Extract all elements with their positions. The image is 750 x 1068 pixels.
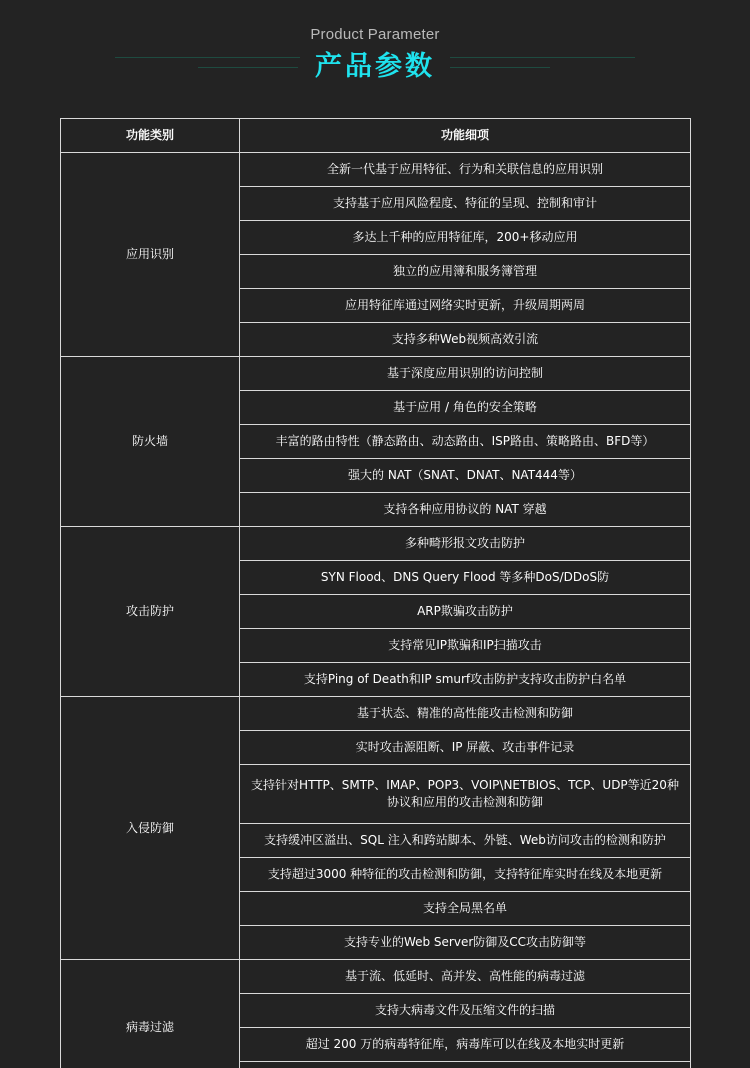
- detail-cell: 应用特征库通过网络实时更新，升级周期两周: [240, 289, 691, 323]
- table-body: [61, 153, 691, 1068]
- detail-cell: 基于状态、精准的高性能攻击检测和防御: [240, 697, 691, 731]
- detail-cell: 全新一代基于应用特征、行为和关联信息的应用识别: [240, 153, 691, 187]
- detail-cell: 强大的 NAT（SNAT、DNAT、NAT444等）: [240, 459, 691, 493]
- detail-cell: 多种畸形报文攻击防护: [240, 527, 691, 561]
- category-cell: 应用识别: [61, 153, 240, 357]
- detail-cell: 支持专业的Web Server防御及CC攻击防御等: [240, 926, 691, 960]
- table-row: [61, 527, 691, 561]
- category-cell: 攻击防护: [61, 527, 240, 697]
- detail-cell: 基于应用 / 角色的安全策略: [240, 391, 691, 425]
- detail-cell: 基于流、低延时、高并发、高性能的病毒过滤: [240, 960, 691, 994]
- detail-cell: 支持基于应用风险程度、特征的呈现、控制和审计: [240, 187, 691, 221]
- detail-cell: 支持超过3000 种特征的攻击检测和防御，支持特征库实时在线及本地更新: [240, 858, 691, 892]
- detail-cell: 独立的应用簿和服务簿管理: [240, 255, 691, 289]
- detail-cell: 超过 200 万的病毒特征库，病毒库可以在线及本地实时更新: [240, 1028, 691, 1062]
- table-header-row: [61, 119, 691, 153]
- detail-cell: 基于深度应用识别的访问控制: [240, 357, 691, 391]
- detail-cell: 支持常见IP欺骗和IP扫描攻击: [240, 629, 691, 663]
- section-header: [0, 0, 750, 110]
- detail-cell: 支持大病毒文件及压缩文件的扫描: [240, 994, 691, 1028]
- parameter-table: [60, 118, 691, 1068]
- detail-cell: 多达上千种的应用特征库，200+移动应用: [240, 221, 691, 255]
- category-cell: 入侵防御: [61, 697, 240, 960]
- table-row: [61, 960, 691, 994]
- detail-cell: 实时攻击源阻断、IP 屏蔽、攻击事件记录: [240, 731, 691, 765]
- category-cell: 病毒过滤: [61, 960, 240, 1068]
- detail-cell: 支持多种Web视频高效引流: [240, 323, 691, 357]
- detail-cell: 支持针对HTTP、SMTP、IMAP、POP3、VOIP\NETBIOS、TCP、UDP等近20种协议和应用的攻击检测和防御: [240, 765, 691, 824]
- table-row: [61, 357, 691, 391]
- detail-cell: 支持各种应用协议的 NAT 穿越: [240, 493, 691, 527]
- section-subtitle: Product Parameter: [310, 26, 440, 43]
- detail-cell: SYN Flood、DNS Query Flood 等多种DoS/DDoS防: [240, 561, 691, 595]
- column-header-detail: 功能细项: [240, 119, 691, 153]
- detail-cell: ARP欺骗攻击防护: [240, 595, 691, 629]
- detail-cell: 支持缓冲区溢出、SQL 注入和跨站脚本、外链、Web访问攻击的检测和防护: [240, 824, 691, 858]
- table-row: [61, 153, 691, 187]
- detail-cell: 支持Ping of Death和IP smurf攻击防护支持攻击防护白名单: [240, 663, 691, 697]
- table-row: [61, 697, 691, 731]
- column-header-category: 功能类别: [61, 119, 240, 153]
- detail-cell: [240, 1062, 691, 1068]
- detail-cell: 支持全局黑名单: [240, 892, 691, 926]
- category-cell: 防火墙: [61, 357, 240, 527]
- detail-cell: 丰富的路由特性（静态路由、动态路由、ISP路由、策略路由、BFD等）: [240, 425, 691, 459]
- section-title: 产品参数: [315, 51, 435, 82]
